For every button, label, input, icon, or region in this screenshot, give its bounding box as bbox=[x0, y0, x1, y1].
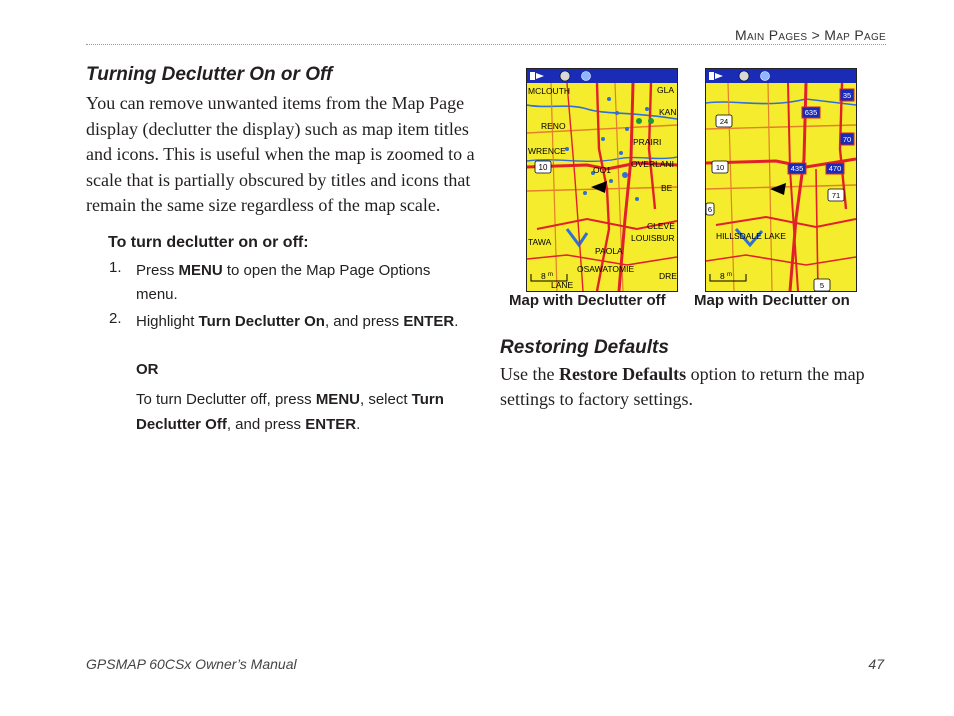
breadcrumb-page: Map Page bbox=[824, 27, 886, 43]
enter-key: ENTER bbox=[403, 313, 455, 330]
menu-key: MENU bbox=[315, 391, 360, 408]
map-label: RENO bbox=[541, 121, 566, 131]
map-label: TAWA bbox=[528, 237, 552, 247]
breadcrumb-separator: > bbox=[811, 27, 821, 43]
turn-declutter-off-option: Turn Declutter Off bbox=[136, 391, 444, 433]
map-label: OVERLANI bbox=[631, 159, 674, 169]
svg-text:10: 10 bbox=[538, 163, 548, 172]
restore-defaults-option: Restore Defaults bbox=[558, 364, 687, 384]
interstate-shield bbox=[535, 161, 551, 173]
svg-text:8: 8 bbox=[541, 271, 546, 281]
breadcrumb bbox=[735, 27, 886, 43]
map-label: WRENCE bbox=[528, 146, 566, 156]
step2-text: Highlight Turn Declutter On, and press ENTER. bbox=[136, 313, 459, 330]
map-label: DRE bbox=[659, 271, 677, 281]
step2-number: 2. bbox=[109, 310, 122, 327]
map-label: OSAWATOMIE bbox=[577, 264, 635, 274]
restore-paragraph: Use the Restore Defaults option to return the map settings to factory settings. bbox=[500, 364, 865, 409]
shield-label: 10 bbox=[715, 163, 725, 172]
shield-label: 70 bbox=[842, 135, 852, 144]
turn-declutter-on-option: Turn Declutter On bbox=[198, 313, 325, 330]
map-label: LOUISBUR bbox=[631, 233, 675, 243]
shield-label: 6 bbox=[707, 205, 713, 214]
page-number: 47 bbox=[868, 656, 884, 672]
shield-label: 470 bbox=[828, 164, 842, 173]
map-label: HILLSDALE LAKE bbox=[716, 231, 786, 241]
map-titlebar bbox=[706, 69, 856, 83]
declutter-paragraph: You can remove unwanted items from the Map Page display (declutter the display) such as map item titles and icons. This is useful when the map is zoomed to a scale that is partially obscured by titles and icons that remain the same size regardless of the map scale. bbox=[86, 93, 475, 215]
svg-text:m: m bbox=[727, 272, 732, 278]
header-divider bbox=[86, 44, 886, 45]
map-label: PRAIRI bbox=[633, 137, 662, 147]
declutter-heading: Turning Declutter On or Off bbox=[86, 64, 333, 85]
map-titlebar bbox=[527, 69, 677, 83]
map-declutter-off bbox=[526, 68, 678, 292]
map-label: OO1 bbox=[593, 165, 611, 175]
footer-manual-title: GPSMAP 60CSx Owner’s Manual bbox=[86, 656, 297, 672]
map-label: GLA bbox=[657, 85, 675, 95]
map-label: LANE bbox=[551, 280, 574, 290]
restore-heading: Restoring Defaults bbox=[500, 337, 669, 358]
step1-text: Press MENU to open the Map Page Options menu. bbox=[136, 262, 431, 303]
breadcrumb-section: Main Pages bbox=[735, 27, 808, 43]
steps-heading: To turn declutter on or off: bbox=[108, 234, 309, 251]
map-label: CLEVE bbox=[647, 221, 675, 231]
shield-label: 35 bbox=[842, 91, 852, 100]
enter-key: ENTER bbox=[305, 416, 357, 433]
svg-text:m: m bbox=[548, 272, 553, 278]
shield-label: 24 bbox=[719, 117, 729, 126]
map-declutter-on bbox=[705, 68, 857, 292]
map-label: KAN bbox=[659, 107, 677, 117]
shield-label: 435 bbox=[790, 164, 804, 173]
step2-alt-text: To turn Declutter off, press MENU, select Turn Declutter Off, and press ENTER. bbox=[136, 391, 444, 433]
caption-declutter-on: Map with Declutter on bbox=[694, 292, 850, 309]
shield-label: 71 bbox=[831, 191, 841, 200]
shield-label: 5 bbox=[819, 281, 825, 290]
step1-number: 1. bbox=[109, 259, 122, 276]
map-label: MCLOUTH bbox=[528, 86, 571, 96]
map-label: BE bbox=[661, 183, 673, 193]
map-label: PAOLA bbox=[595, 246, 623, 256]
or-label: OR bbox=[136, 361, 159, 378]
caption-declutter-off: Map with Declutter off bbox=[509, 292, 666, 309]
shield-label: 635 bbox=[804, 108, 818, 117]
menu-key: MENU bbox=[178, 262, 223, 279]
svg-text:8: 8 bbox=[720, 271, 725, 281]
